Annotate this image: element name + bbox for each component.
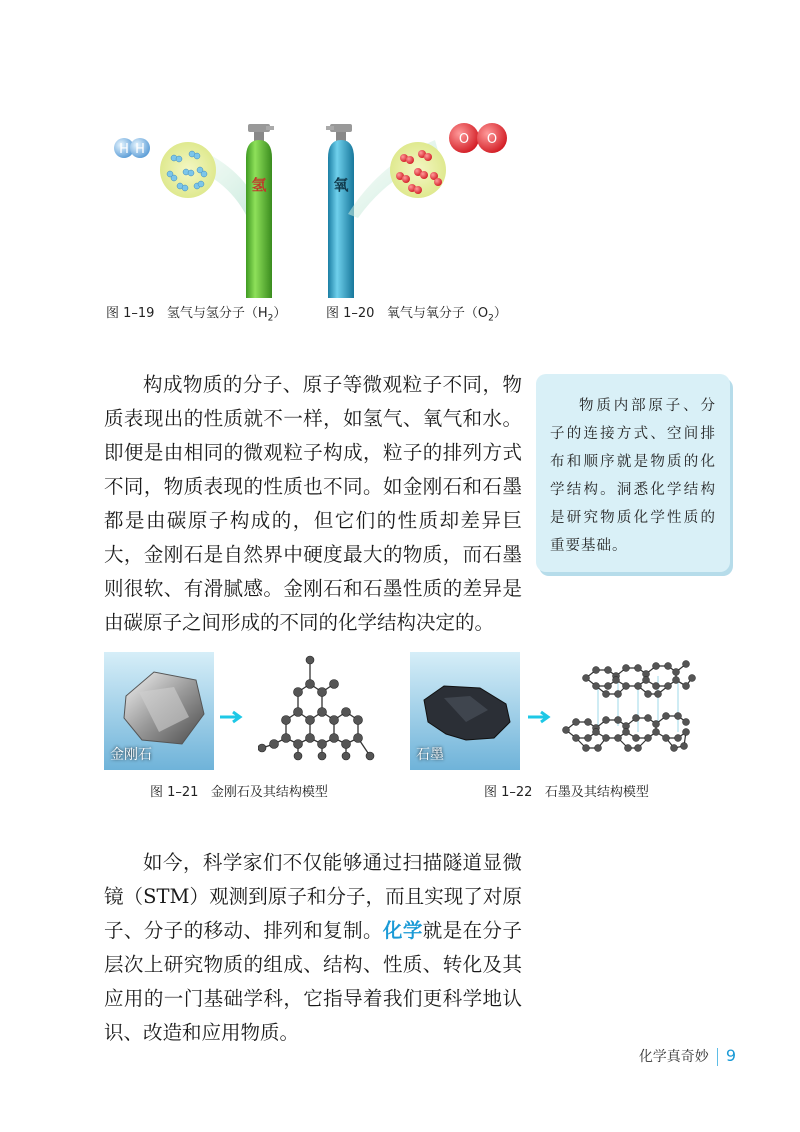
paragraph-2-before: 如今，科学家们不仅能够通过扫描隧道显微镜（STM）观测到原子和分子，而且实现了对原子、分子的移动、排列和复制。 (104, 851, 522, 942)
fig22-caption (484, 781, 649, 800)
fig19-caption-text: 氢气与氢分子（H (166, 306, 268, 321)
fig20-caption (326, 302, 507, 324)
page-footer (639, 1046, 736, 1066)
diamond-photo-label: 金刚石 (110, 747, 152, 763)
graphite-arrow-icon (528, 710, 554, 724)
fig21-caption-number: 图 1–21 (150, 785, 199, 800)
fig19-caption (106, 302, 286, 324)
side-note-text: 物质内部原子、分子的连接方式、空间排布和顺序就是物质的化学结构。洞悉化学结构是研究物质化学性质的重要基础。 (550, 398, 716, 554)
fig22-caption-text: 石墨及其结构模型 (544, 785, 649, 800)
diamond-arrow-icon (220, 710, 246, 724)
fig21-caption (150, 781, 328, 800)
diamond-photo (104, 652, 214, 770)
oxygen-cylinder (326, 124, 354, 298)
fig20-caption-end: ） (493, 306, 507, 321)
h-atom-label-2: H (135, 142, 145, 157)
o-atom-label-2: O (486, 132, 498, 147)
gas-cylinders-figure (100, 118, 530, 300)
hydrogen-cylinder (246, 124, 274, 298)
fig21-caption-text: 金刚石及其结构模型 (210, 785, 328, 800)
paragraph-1 (104, 368, 522, 640)
paragraph-2-after: 就是在分子层次上研究物质的组成、结构、性质、转化及其应用的一门基础学科，它指导着我们更科学地认识、改造和应用物质。 (104, 919, 522, 1044)
h-atom-label-1: H (119, 142, 129, 157)
side-note (536, 374, 730, 572)
hydrogen-bottle-label: 氢 (251, 176, 267, 194)
diamond-structure-model (258, 652, 378, 770)
footer-chapter-title: 化学真奇妙 (638, 1049, 709, 1065)
chemistry-highlight: 化学 (382, 919, 423, 942)
fig19-caption-number: 图 1–19 (106, 306, 155, 321)
paragraph-2-text (104, 846, 522, 1050)
paragraph-2 (104, 846, 522, 1050)
oxygen-bottle-label: 氧 (333, 176, 349, 194)
paragraph-1-text: 构成物质的分子、原子等微观粒子不同，物质表现出的性质就不一样，如氢气、氧气和水。即便是由相同的微观粒子构成，粒子的排列方式不同，物质表现的性质也不同。如金刚石和石墨都是由碳原子构成的，但它们的性质却差异巨大，金刚石是自然界中硬度最大的物质，而石墨则很软、有滑腻感。金刚石和石墨性质的差异是由碳原子之间形成的不同的化学结构决定的。 (104, 373, 522, 634)
fig22-caption-number: 图 1–22 (484, 785, 533, 800)
o-atom-label-1: O (458, 132, 470, 147)
graphite-structure-model (560, 656, 700, 768)
fig20-caption-text: 氧气与氧分子（O (386, 306, 489, 321)
graphite-photo-label: 石墨 (416, 747, 444, 763)
graphite-photo (410, 652, 520, 770)
fig20-caption-subscript: 2 (488, 313, 494, 324)
fig19-caption-end: ） (273, 306, 287, 321)
fig20-caption-number: 图 1–20 (326, 306, 375, 321)
footer-divider (717, 1048, 718, 1066)
oxygen-molecule-icon (449, 123, 507, 153)
page-number: 9 (725, 1046, 736, 1065)
fig19-caption-subscript: 2 (267, 313, 274, 324)
